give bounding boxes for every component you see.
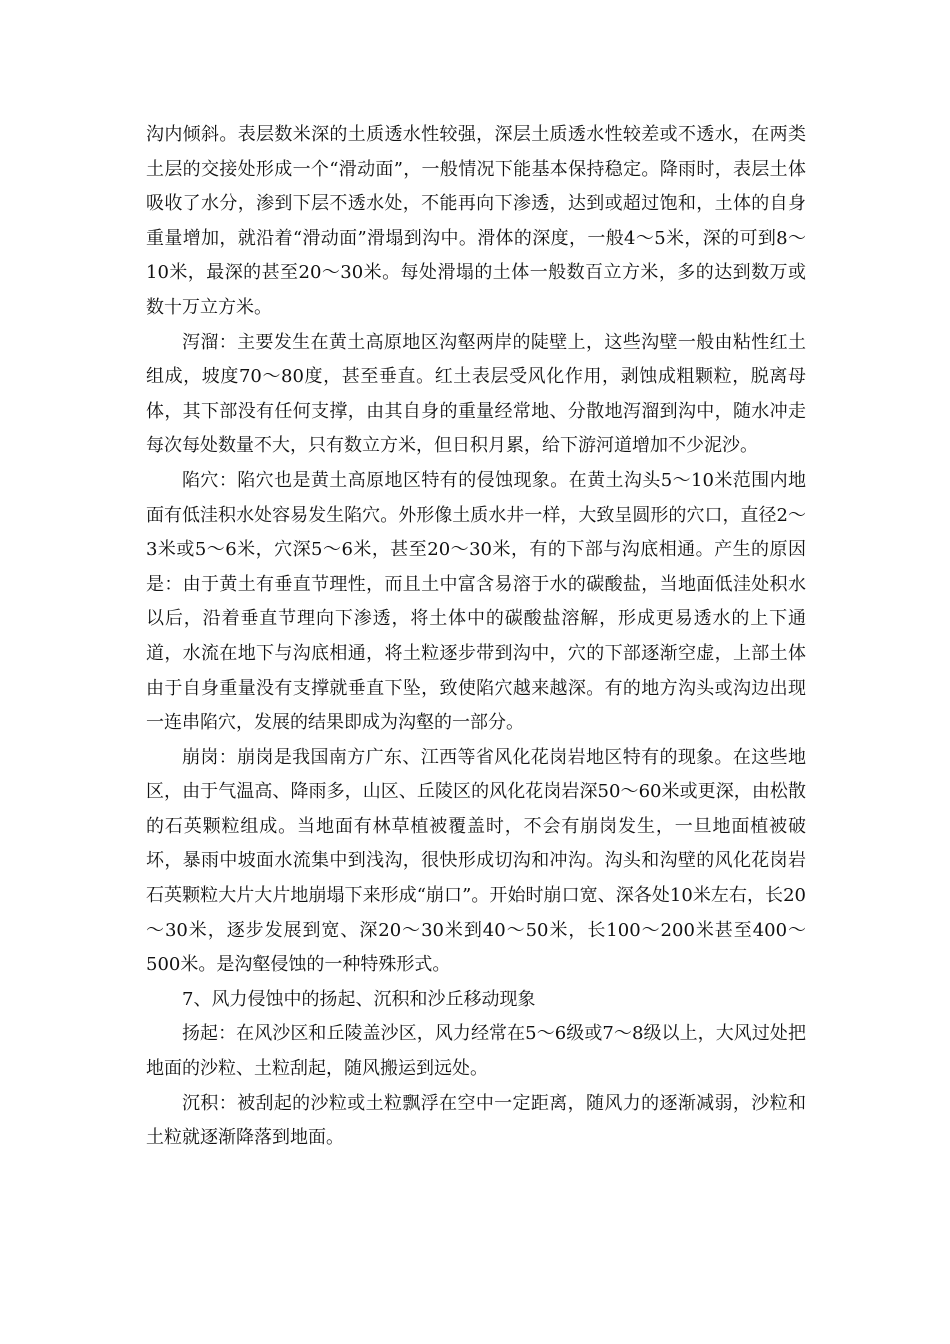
paragraph-yangqi: 扬起：在风沙区和丘陵盖沙区，风力经常在5～6级或7～8级以上，大风过处把地面的沙粒、土粒刮起，随风搬运到远处。 [146, 1023, 806, 1080]
paragraph-chenji: 沉积：被刮起的沙粒或土粒飘浮在空中一定距离，随风力的逐渐减弱，沙粒和土粒就逐渐降落到地面。 [146, 1092, 806, 1149]
paragraph-xieliu: 泻溜：主要发生在黄土高原地区沟壑两岸的陡壁上，这些沟壁一般由粘性红土组成，坡度70～80度，甚至垂直。红土表层受风化作用，剥蚀成粗颗粒，脱离母体，其下部没有任何支撑，由其自身的重量经常地、分散地泻溜到沟中，随水冲走每次每处数量不大，只有数立方米，但日积月累，给下游河道增加不少泥沙。 [146, 331, 806, 457]
section-heading-wind-erosion: 7、风力侵蚀中的扬起、沉积和沙丘移动现象 [182, 988, 536, 1010]
document-body [146, 118, 806, 1156]
paragraph-landslide-continued: 沟内倾斜。表层数米深的土质透水性较强，深层土质透水性较差或不透水，在两类土层的交接处形成一个“滑动面”，一般情况下能基本保持稳定。降雨时，表层土体吸收了水分，渗到下层不透水处，不能再向下渗透，达到或超过饱和，土体的自身重量增加，就沿着“滑动面”滑塌到沟中。滑体的深度，一般4～5米，深的可到8～10米，最深的甚至20～30米。每处滑塌的土体一般数百立方米，多的达到数万或数十万立方米。 [146, 124, 806, 318]
paragraph-xianxue: 陷穴：陷穴也是黄土高原地区特有的侵蚀现象。在黄土沟头5～10米范围内地面有低洼积水处容易发生陷穴。外形像土质水井一样，大致呈圆形的穴口，直径2～3米或5～6米，穴深5～6米，甚至20～30米，有的下部与沟底相通。产生的原因是：由于黄土有垂直节理性，而且土中富含易溶于水的碳酸盐，当地面低洼处积水以后，沿着垂直节理向下渗透，将土体中的碳酸盐溶解，形成更易透水的上下通道，水流在地下与沟底相通，将土粒逐步带到沟中，穴的下部逐渐空虚，上部土体由于自身重量没有支撑就垂直下坠，致使陷穴越来越深。有的地方沟头或沟边出现一连串陷穴，发展的结果即成为沟壑的一部分。 [146, 469, 806, 734]
paragraph-benggang: 崩岗：崩岗是我国南方广东、江西等省风化花岗岩地区特有的现象。在这些地区，由于气温高、降雨多，山区、丘陵区的风化花岗岩深50～60米或更深，由松散的石英颗粒组成。当地面有林草植被覆盖时，不会有崩岗发生，一旦地面植被破坏，暴雨中坡面水流集中到浅沟，很快形成切沟和冲沟。沟头和沟壁的风化花岗岩石英颗粒大片大片地崩塌下来形成“崩口”。开始时崩口宽、深各处10米左右，长20～30米，逐步发展到宽、深20～30米到40～50米，长100～200米甚至400～500米。是沟壑侵蚀的一种特殊形式。 [146, 746, 806, 976]
